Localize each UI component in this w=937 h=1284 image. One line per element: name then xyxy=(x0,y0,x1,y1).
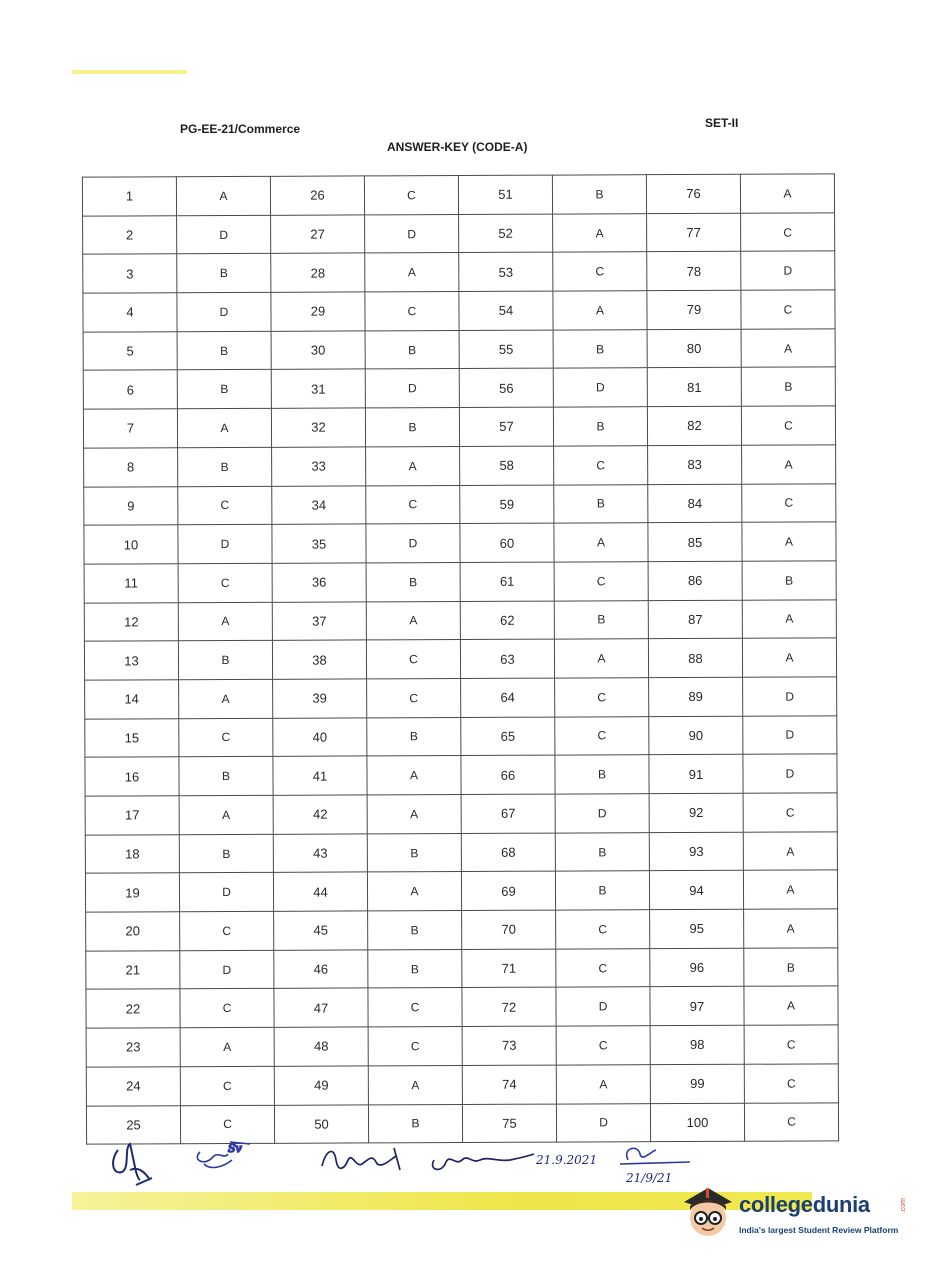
table-row xyxy=(83,290,835,332)
answer-cell: B xyxy=(744,948,838,987)
answer-cell: B xyxy=(553,407,647,446)
signature-2 xyxy=(197,1142,250,1167)
answer-cell: D xyxy=(743,677,837,716)
answer-cell: D xyxy=(179,873,273,912)
question-number-cell: 7 xyxy=(83,409,177,448)
question-number-cell: 3 xyxy=(83,254,177,293)
question-number-cell: 54 xyxy=(459,291,553,330)
highlight-stripe-top xyxy=(72,70,187,74)
table-row xyxy=(84,522,836,564)
answer-cell: B xyxy=(177,370,271,409)
question-number-cell: 26 xyxy=(270,176,364,215)
answer-cell: A xyxy=(744,986,838,1025)
collegedunia-watermark xyxy=(678,1180,918,1250)
question-number-cell: 49 xyxy=(274,1066,368,1105)
table-row xyxy=(86,948,838,990)
answer-cell: A xyxy=(366,446,460,485)
answer-cell: B xyxy=(554,600,648,639)
answer-cell: B xyxy=(365,408,459,447)
answer-cell: A xyxy=(556,1064,650,1103)
question-number-cell: 16 xyxy=(85,757,179,796)
answer-cell: B xyxy=(367,833,461,872)
answer-cell: D xyxy=(556,1103,650,1142)
answer-key-table xyxy=(82,173,839,1144)
signature-date-1: 21.9.2021 xyxy=(536,1153,598,1167)
table-row xyxy=(84,638,836,680)
question-number-cell: 80 xyxy=(647,329,741,368)
table-row xyxy=(86,1064,838,1106)
answer-cell: C xyxy=(553,252,647,291)
question-number-cell: 20 xyxy=(86,912,180,951)
question-number-cell: 29 xyxy=(271,292,365,331)
question-number-cell: 50 xyxy=(274,1104,368,1143)
answer-cell: D xyxy=(743,754,837,793)
question-number-cell: 19 xyxy=(85,873,179,912)
question-number-cell: 22 xyxy=(86,989,180,1028)
answer-cell: A xyxy=(553,291,647,330)
question-number-cell: 89 xyxy=(649,677,743,716)
answer-cell: C xyxy=(366,640,460,679)
answer-cell: A xyxy=(743,832,837,871)
brand-name: collegedunia xyxy=(739,1192,870,1217)
signature-4 xyxy=(433,1154,534,1169)
answer-cell: A xyxy=(742,445,836,484)
answer-cell: C xyxy=(556,948,650,987)
answer-cell: A xyxy=(741,329,835,368)
question-number-cell: 42 xyxy=(273,795,367,834)
question-number-cell: 83 xyxy=(648,445,742,484)
answer-cell: C xyxy=(180,911,274,950)
answer-cell: C xyxy=(556,1026,650,1065)
question-number-cell: 59 xyxy=(460,485,554,524)
answer-cell: C xyxy=(178,486,272,525)
exam-code: PG-EE-21/Commerce xyxy=(180,122,301,136)
answer-cell: B xyxy=(365,330,459,369)
question-number-cell: 9 xyxy=(84,486,178,525)
answer-cell: B xyxy=(179,834,273,873)
answer-cell: C xyxy=(366,485,460,524)
answer-cell: C xyxy=(555,678,649,717)
question-number-cell: 86 xyxy=(648,561,742,600)
question-number-cell: 85 xyxy=(648,522,742,561)
set-label: SET-II xyxy=(705,116,739,130)
question-number-cell: 94 xyxy=(649,871,743,910)
answer-cell: B xyxy=(553,329,647,368)
answer-cell: C xyxy=(555,716,649,755)
question-number-cell: 4 xyxy=(83,293,177,332)
question-number-cell: 91 xyxy=(649,755,743,794)
question-number-cell: 31 xyxy=(271,369,365,408)
table-row xyxy=(84,599,836,641)
answer-cell: C xyxy=(742,483,836,522)
table-row xyxy=(85,677,837,719)
question-number-cell: 93 xyxy=(649,832,743,871)
question-number-cell: 46 xyxy=(274,950,368,989)
question-number-cell: 62 xyxy=(460,601,554,640)
answer-cell: B xyxy=(555,755,649,794)
answer-cell: D xyxy=(365,369,459,408)
answer-cell: D xyxy=(366,524,460,563)
question-number-cell: 61 xyxy=(460,562,554,601)
table-row xyxy=(83,367,835,409)
question-number-cell: 17 xyxy=(85,796,179,835)
question-number-cell: 84 xyxy=(648,484,742,523)
question-number-cell: 92 xyxy=(649,793,743,832)
question-number-cell: 38 xyxy=(272,640,366,679)
question-number-cell: 39 xyxy=(273,679,367,718)
answer-cell: B xyxy=(178,641,272,680)
brand-tagline: India's largest Student Review Platform xyxy=(739,1225,899,1235)
answer-cell: B xyxy=(554,484,648,523)
question-number-cell: 40 xyxy=(273,718,367,757)
table-row xyxy=(85,870,837,912)
question-number-cell: 2 xyxy=(83,215,177,254)
table-row xyxy=(83,251,835,293)
answer-cell: C xyxy=(554,562,648,601)
question-number-cell: 64 xyxy=(461,678,555,717)
question-number-cell: 69 xyxy=(461,871,555,910)
question-number-cell: 43 xyxy=(273,834,367,873)
question-number-cell: 14 xyxy=(85,680,179,719)
question-number-cell: 90 xyxy=(649,716,743,755)
question-number-cell: 11 xyxy=(84,564,178,603)
table-row xyxy=(85,754,837,796)
question-number-cell: 48 xyxy=(274,1027,368,1066)
answer-cell: C xyxy=(744,1025,838,1064)
question-number-cell: 52 xyxy=(459,214,553,253)
question-number-cell: 44 xyxy=(273,872,367,911)
question-number-cell: 33 xyxy=(272,447,366,486)
answer-cell: C xyxy=(180,989,274,1028)
question-number-cell: 6 xyxy=(83,370,177,409)
question-number-cell: 67 xyxy=(461,794,555,833)
question-number-cell: 41 xyxy=(273,756,367,795)
question-number-cell: 45 xyxy=(274,911,368,950)
answer-cell: C xyxy=(744,1102,838,1141)
question-number-cell: 98 xyxy=(650,1025,744,1064)
signature-1 xyxy=(113,1144,152,1185)
table-row xyxy=(86,909,838,951)
answer-cell: B xyxy=(368,949,462,988)
answer-cell: A xyxy=(367,756,461,795)
question-number-cell: 57 xyxy=(459,407,553,446)
question-number-cell: 28 xyxy=(271,253,365,292)
question-number-cell: 88 xyxy=(648,639,742,678)
answer-cell: C xyxy=(367,678,461,717)
signature-3 xyxy=(322,1148,400,1170)
answer-cell: B xyxy=(555,832,649,871)
answer-cell: C xyxy=(556,910,650,949)
signature-date-2: 21/9/21 xyxy=(626,1171,673,1185)
table-row xyxy=(86,986,838,1028)
brand-domain: .com xyxy=(900,1198,907,1214)
answer-cell: D xyxy=(555,794,649,833)
answer-cell: A xyxy=(177,408,271,447)
question-number-cell: 81 xyxy=(647,368,741,407)
answer-cell: B xyxy=(368,1104,462,1143)
question-number-cell: 71 xyxy=(462,949,556,988)
question-number-cell: 96 xyxy=(650,948,744,987)
question-number-cell: 75 xyxy=(462,1104,556,1143)
answer-cell: B xyxy=(366,562,460,601)
answer-cell: C xyxy=(368,1027,462,1066)
question-number-cell: 58 xyxy=(460,446,554,485)
question-number-cell: 21 xyxy=(86,950,180,989)
question-number-cell: 13 xyxy=(84,641,178,680)
question-number-cell: 27 xyxy=(271,215,365,254)
answer-cell: C xyxy=(180,1066,274,1105)
answer-cell: C xyxy=(554,445,648,484)
answer-cell: A xyxy=(365,253,459,292)
question-number-cell: 82 xyxy=(647,406,741,445)
question-number-cell: 66 xyxy=(461,755,555,794)
answer-cell: B xyxy=(179,757,273,796)
question-number-cell: 18 xyxy=(85,834,179,873)
question-number-cell: 95 xyxy=(650,909,744,948)
answer-cell: A xyxy=(367,794,461,833)
question-number-cell: 60 xyxy=(460,523,554,562)
answer-cell: D xyxy=(556,987,650,1026)
question-number-cell: 73 xyxy=(462,1026,556,1065)
question-number-cell: 74 xyxy=(462,1065,556,1104)
answer-cell: C xyxy=(743,793,837,832)
answer-cell: B xyxy=(555,871,649,910)
answer-cell: D xyxy=(180,950,274,989)
question-number-cell: 35 xyxy=(272,524,366,563)
answer-cell: A xyxy=(178,602,272,641)
table-row xyxy=(86,1025,838,1067)
answer-cell: A xyxy=(554,523,648,562)
question-number-cell: 65 xyxy=(461,717,555,756)
answer-cell: C xyxy=(741,290,835,329)
mascot-icon xyxy=(678,1180,738,1242)
answer-cell: A xyxy=(742,522,836,561)
question-number-cell: 100 xyxy=(650,1103,744,1142)
answer-cell: B xyxy=(177,331,271,370)
answer-cell: B xyxy=(368,911,462,950)
question-number-cell: 63 xyxy=(460,639,554,678)
answer-cell: A xyxy=(366,601,460,640)
answer-cell: D xyxy=(177,215,271,254)
answer-cell: C xyxy=(368,988,462,1027)
answer-cell: C xyxy=(178,563,272,602)
answer-cell: B xyxy=(177,254,271,293)
question-number-cell: 30 xyxy=(271,331,365,370)
answer-cell: D xyxy=(177,292,271,331)
question-number-cell: 68 xyxy=(461,833,555,872)
question-number-cell: 70 xyxy=(462,910,556,949)
answer-cell: A xyxy=(367,872,461,911)
answer-cell: A xyxy=(743,870,837,909)
answer-cell: D xyxy=(743,715,837,754)
question-number-cell: 76 xyxy=(646,174,740,213)
question-number-cell: 79 xyxy=(647,290,741,329)
answer-cell: C xyxy=(365,292,459,331)
question-number-cell: 55 xyxy=(459,330,553,369)
question-number-cell: 97 xyxy=(650,987,744,1026)
answer-cell: A xyxy=(179,679,273,718)
answer-cell: A xyxy=(553,213,647,252)
answer-cell: D xyxy=(741,251,835,290)
table-row xyxy=(83,329,835,371)
answer-cell: A xyxy=(740,174,834,213)
answer-cell: A xyxy=(180,1027,274,1066)
answer-cell: C xyxy=(364,176,458,215)
question-number-cell: 53 xyxy=(459,252,553,291)
table-row xyxy=(85,715,837,757)
question-number-cell: 37 xyxy=(272,601,366,640)
answer-cell: B xyxy=(741,367,835,406)
answer-cell: B xyxy=(552,175,646,214)
table-row xyxy=(85,832,837,874)
signature-area xyxy=(100,1130,720,1200)
question-number-cell: 5 xyxy=(83,331,177,370)
question-number-cell: 47 xyxy=(274,988,368,1027)
page-title: ANSWER-KEY (CODE-A) xyxy=(387,140,528,154)
table-row xyxy=(83,213,835,255)
question-number-cell: 77 xyxy=(647,213,741,252)
answer-cell: A xyxy=(179,795,273,834)
answer-cell: C xyxy=(741,406,835,445)
answer-cell: D xyxy=(553,368,647,407)
signatures-drawing xyxy=(100,1130,720,1200)
svg-text:Sv: Sv xyxy=(228,1142,242,1155)
question-number-cell: 12 xyxy=(84,602,178,641)
question-number-cell: 32 xyxy=(271,408,365,447)
table-row xyxy=(83,406,835,448)
question-number-cell: 36 xyxy=(272,563,366,602)
answer-cell: C xyxy=(180,1105,274,1144)
question-number-cell: 87 xyxy=(648,600,742,639)
answer-cell: A xyxy=(176,176,270,215)
answer-cell: A xyxy=(554,639,648,678)
answer-cell: A xyxy=(742,599,836,638)
question-number-cell: 1 xyxy=(82,177,176,216)
answer-cell: C xyxy=(741,213,835,252)
answer-cell: C xyxy=(179,718,273,757)
question-number-cell: 51 xyxy=(458,175,552,214)
answer-cell: A xyxy=(742,638,836,677)
question-number-cell: 72 xyxy=(462,988,556,1027)
question-number-cell: 23 xyxy=(86,1028,180,1067)
answer-cell: C xyxy=(744,1064,838,1103)
question-number-cell: 99 xyxy=(650,1064,744,1103)
question-number-cell: 8 xyxy=(84,448,178,487)
question-number-cell: 25 xyxy=(86,1105,180,1144)
question-number-cell: 34 xyxy=(272,485,366,524)
answer-cell: A xyxy=(744,909,838,948)
answer-cell: D xyxy=(365,214,459,253)
table-row xyxy=(84,445,836,487)
answer-cell: B xyxy=(178,447,272,486)
question-number-cell: 15 xyxy=(85,718,179,757)
answer-cell: B xyxy=(742,561,836,600)
question-number-cell: 78 xyxy=(647,252,741,291)
table-row xyxy=(84,483,836,525)
question-number-cell: 24 xyxy=(86,1067,180,1106)
table-row xyxy=(84,561,836,603)
answer-cell: D xyxy=(178,525,272,564)
table-row xyxy=(85,793,837,835)
question-number-cell: 56 xyxy=(459,369,553,408)
table-row xyxy=(82,174,834,216)
answer-cell: A xyxy=(368,1065,462,1104)
answer-cell: B xyxy=(367,717,461,756)
signature-5 xyxy=(620,1148,690,1164)
question-number-cell: 10 xyxy=(84,525,178,564)
